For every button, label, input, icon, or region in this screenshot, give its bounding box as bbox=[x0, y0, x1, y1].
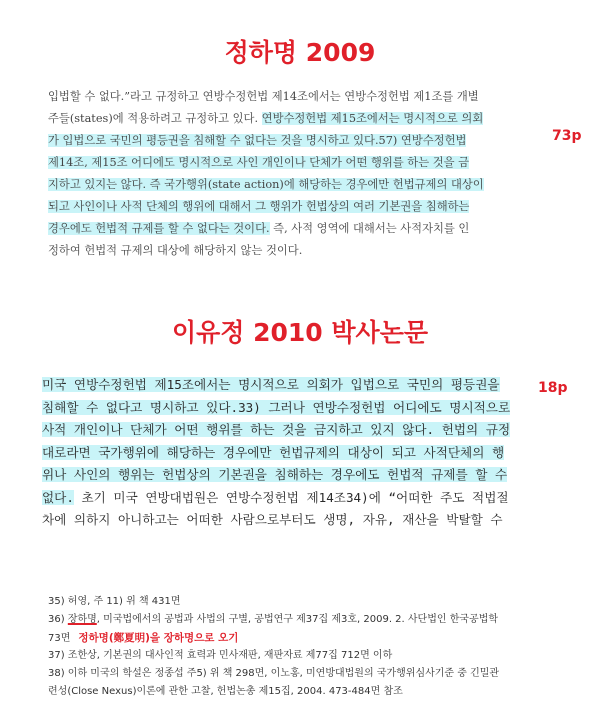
text-line bbox=[42, 419, 538, 442]
page-label-18p: 18p bbox=[538, 380, 568, 396]
highlighted-text: 없다. bbox=[42, 489, 74, 505]
text-segment: 차에 의하지 아니하고는 어떠한 사람으로부터도 생명, 자유, 재산을 박탈할 수 bbox=[42, 512, 503, 527]
paragraph-jeong-2009 bbox=[48, 86, 538, 262]
highlighted-text: 가 입법으로 국민의 평등권을 침해할 수 없다는 것을 명시하고 있다.57) 연방수정헌법 bbox=[48, 134, 467, 147]
title-jeong-2009: 정하명 2009 bbox=[224, 38, 376, 67]
page-label-73p: 73p bbox=[552, 128, 582, 144]
highlighted-text: 위나 사인의 행위는 헌법상의 기본권을 침해하는 경우에도 헌법적 규제를 할 수 bbox=[42, 467, 508, 482]
text-line bbox=[48, 196, 538, 218]
correction-annotation: 정하명(鄭夏明)을 장하명으로 오기 bbox=[78, 632, 239, 644]
text-line bbox=[42, 374, 538, 397]
misspelled-name: 장하명 bbox=[67, 614, 97, 625]
footnote-36-number: 36) bbox=[48, 614, 68, 625]
highlighted-text: 침해할 수 없다고 명시하고 있다.33) 그러나 연방수정헌법 어디에도 명시적으로 bbox=[42, 399, 511, 415]
text-line bbox=[42, 397, 538, 420]
footnote-36 bbox=[48, 611, 568, 629]
footnotes bbox=[48, 593, 568, 701]
text-segment: 주들(states)에 적용하려고 규정하고 있다. bbox=[48, 112, 262, 125]
text-line bbox=[48, 108, 538, 130]
highlighted-text: 경우에도 헌법적 규제를 할 수 없다는 것이다. bbox=[48, 222, 270, 235]
text-line bbox=[48, 152, 538, 174]
text-segment: 입법할 수 없다.”라고 규정하고 연방수정헌법 제14조에서는 연방수정헌법 제1조를 개별 bbox=[48, 90, 479, 103]
text-line bbox=[48, 174, 538, 196]
footnote-36-page: 73면 bbox=[48, 633, 71, 644]
highlighted-text: 제14조, 제15조 어디에도 명시적으로 사인 개인이나 단체가 어떤 행위를 하는 것을 금 bbox=[48, 156, 470, 169]
text-line bbox=[42, 509, 538, 532]
highlighted-text: 되고 사인이나 사적 단체의 행위에 대해서 그 행위가 헌법상의 여러 기본권을 침해하는 bbox=[48, 200, 470, 213]
highlighted-text: 사적 개인이나 단체가 어떤 행위를 하는 것을 금지하고 있지 않다. 헌법의 규정 bbox=[42, 422, 511, 437]
highlighted-text: 지하고 있지는 않다. 즉 국가행위(state action)에 해당하는 경우에만 헌법규제의 대상이 bbox=[48, 178, 484, 191]
text-line bbox=[42, 442, 538, 465]
footnote-35: 35) 허영, 주 11) 위 책 431면 bbox=[48, 596, 181, 607]
footnote-36-text: , 미국법에서의 공법과 사법의 구별, 공법연구 제37집 제3호, 2009. 2. 사단법인 한국공법학 bbox=[96, 614, 499, 625]
text-line bbox=[42, 464, 538, 487]
highlighted-text: 미국 연방수정헌법 제15조에서는 명시적으로 의회가 입법으로 국민의 평등권을 bbox=[42, 377, 500, 392]
text-line bbox=[48, 218, 538, 240]
highlighted-text: 대로라면 국가행위에 해당하는 경우에만 헌법규제의 대상이 되고 사적단체의 행 bbox=[42, 444, 505, 460]
text-line bbox=[42, 487, 538, 510]
paragraph-lee-2010 bbox=[42, 374, 538, 532]
footnote-38: 38) 이하 미국의 학설은 정종섭 주5) 위 책 298면, 이노홍, 미연방대법원의 국가행위심사기준 중 긴밀관 bbox=[48, 668, 500, 679]
text-line bbox=[48, 86, 538, 108]
highlighted-text: 연방수정헌법 제15조에서는 명시적으로 의회 bbox=[261, 112, 484, 125]
footnote-38-continued: 련성(Close Nexus)이론에 관한 고찰, 헌법논총 제15집, 2004. 473-484면 참조 bbox=[48, 686, 403, 697]
title-lee-2010-dissertation: 이유정 2010 박사논문 bbox=[171, 318, 429, 347]
text-line bbox=[48, 130, 538, 152]
text-segment: 즉, 사적 영역에 대해서는 사적자치를 인 bbox=[269, 222, 470, 235]
text-line bbox=[48, 240, 538, 262]
footnote-36-continued bbox=[48, 629, 568, 647]
footnote-37: 37) 조한상, 기본권의 대사인적 효력과 민사재판, 재판자료 제77집 712면 이하 bbox=[48, 650, 393, 661]
text-segment: 초기 미국 연방대법원은 연방수정헌법 제14조34)에 “어떠한 주도 적법절 bbox=[73, 489, 509, 505]
text-segment: 정하여 헌법적 규제의 대상에 해당하지 않는 것이다. bbox=[48, 244, 303, 257]
